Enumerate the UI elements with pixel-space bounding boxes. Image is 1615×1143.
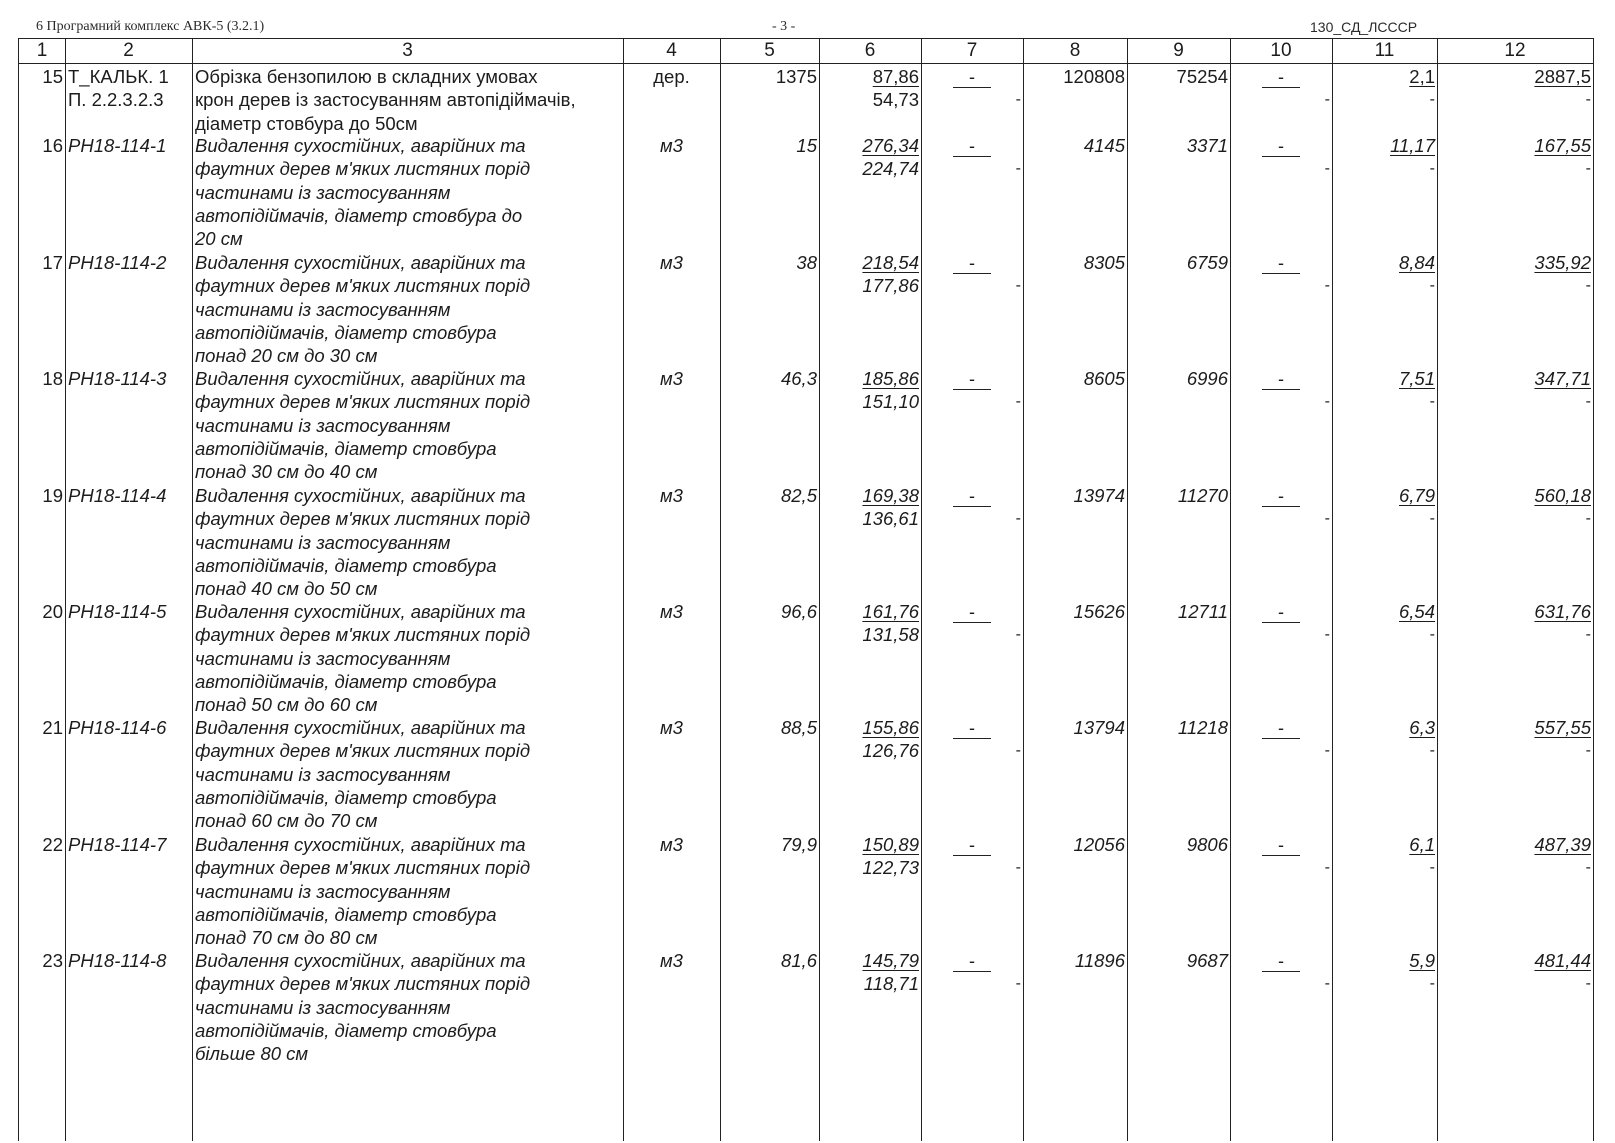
unit: м3 — [660, 717, 683, 738]
quantity: 1375 — [775, 66, 817, 87]
unit-cost-total: 276,34 — [862, 135, 919, 156]
work-description-line: Обрізка бензопилою в складних умовах — [195, 66, 538, 87]
col10-bottom-dash: - — [1324, 742, 1330, 760]
labor-total-bottom: - — [1585, 742, 1591, 760]
norm-code: Т_КАЛЬК. 1 — [68, 66, 169, 87]
labor-total: 631,76 — [1534, 601, 1591, 622]
unit-cost-wages: 126,76 — [862, 740, 919, 762]
labor-total-bottom: - — [1585, 277, 1591, 295]
labor-total: 560,18 — [1534, 485, 1591, 506]
unit-cost-total: 185,86 — [862, 368, 919, 389]
work-description-line: автопідіймачів, діаметр стовбура до — [195, 204, 523, 226]
work-description-line: понад 70 см до 80 см — [195, 927, 378, 949]
col10-dash: - — [1262, 253, 1300, 274]
labor-per-unit: 6,1 — [1409, 834, 1435, 855]
unit: м3 — [660, 601, 683, 622]
quantity: 79,9 — [780, 834, 817, 855]
unit: м3 — [660, 950, 683, 971]
norm-code: П. 2.2.3.2.3 — [68, 89, 164, 111]
total-cost: 8305 — [1083, 252, 1125, 273]
row-number: 20 — [42, 601, 63, 622]
col10-dash: - — [1262, 718, 1300, 739]
work-description-line: понад 30 см до 40 см — [195, 461, 378, 483]
labor-total-bottom: - — [1585, 859, 1591, 877]
labor-total-bottom: - — [1585, 975, 1591, 993]
unit-cost-wages: 136,61 — [862, 508, 919, 530]
column-number-5: 5 — [764, 40, 775, 61]
table-row — [19, 716, 1593, 832]
work-description-line: фаутних дерев м'яких листяних порід — [195, 275, 531, 297]
col7-value — [921, 134, 1023, 158]
work-description-line: фаутних дерев м'яких листяних порід — [195, 508, 531, 530]
col10-bottom-dash: - — [1324, 510, 1330, 528]
column-divider — [1127, 39, 1128, 1141]
col7-bottom-dash: - — [1015, 160, 1021, 178]
column-divider — [1437, 39, 1438, 1141]
col7-dash: - — [953, 136, 991, 157]
header-left: 6 Програмний комплекс АВК-5 (3.2.1) — [36, 19, 265, 34]
work-description-line: фаутних дерев м'яких листяних порід — [195, 740, 531, 762]
work-description-line: понад 20 см до 30 см — [195, 345, 378, 367]
work-description-line: Видалення сухостійних, аварійних та — [195, 717, 526, 738]
labor-total: 481,44 — [1534, 950, 1591, 971]
work-description-line: фаутних дерев м'яких листяних порід — [195, 624, 531, 646]
page-number: - 3 - — [772, 19, 796, 34]
work-description-line: автопідіймачів, діаметр стовбура — [195, 1019, 497, 1041]
work-description-line: крон дерев із застосуванням автопідіймачів, — [195, 89, 576, 111]
col7-bottom-dash: - — [1015, 91, 1021, 109]
column-number-12: 12 — [1504, 40, 1526, 61]
col10-value — [1230, 251, 1332, 275]
wages-cost: 3371 — [1186, 135, 1228, 156]
col10-dash: - — [1262, 835, 1300, 856]
col7-value — [921, 949, 1023, 973]
labor-per-unit-bottom: - — [1429, 91, 1435, 109]
unit-cost-total: 169,38 — [862, 485, 919, 506]
col10-value — [1230, 716, 1332, 740]
total-cost: 11896 — [1074, 950, 1125, 971]
col7-value — [921, 600, 1023, 624]
col7-value — [921, 484, 1023, 508]
total-cost: 15626 — [1073, 601, 1125, 622]
col7-value — [921, 833, 1023, 857]
labor-per-unit-bottom: - — [1429, 742, 1435, 760]
work-description-line: фаутних дерев м'яких листяних порід — [195, 391, 531, 413]
unit-cost-total: 161,76 — [862, 601, 919, 622]
unit: м3 — [660, 485, 683, 506]
wages-cost: 11270 — [1177, 485, 1228, 506]
norm-code: РН18-114-6 — [68, 717, 167, 738]
table-row — [19, 251, 1593, 367]
col7-bottom-dash: - — [1015, 393, 1021, 411]
work-description-line: фаутних дерев м'яких листяних порід — [195, 973, 531, 995]
column-divider — [1332, 39, 1333, 1141]
work-description-line: фаутних дерев м'яких листяних порід — [195, 857, 531, 879]
wages-cost: 9806 — [1186, 834, 1228, 855]
unit-cost-total: 155,86 — [862, 717, 919, 738]
unit: дер. — [653, 66, 690, 87]
col10-dash: - — [1262, 136, 1300, 157]
column-number-7: 7 — [966, 40, 978, 61]
quantity: 96,6 — [780, 601, 817, 622]
labor-per-unit-bottom: - — [1429, 277, 1435, 295]
work-description-line: автопідіймачів, діаметр стовбура — [195, 437, 497, 459]
col10-dash: - — [1262, 602, 1300, 623]
col10-dash: - — [1262, 951, 1300, 972]
col10-dash: - — [1262, 486, 1300, 507]
row-number: 23 — [42, 950, 63, 971]
labor-per-unit-bottom: - — [1429, 160, 1435, 178]
row-number: 22 — [42, 834, 63, 855]
col7-value — [921, 65, 1023, 89]
labor-per-unit-bottom: - — [1429, 975, 1435, 993]
column-divider — [192, 39, 193, 1141]
unit-cost-wages: 131,58 — [862, 624, 919, 646]
quantity: 88,5 — [780, 717, 817, 738]
estimate-table — [18, 38, 1594, 1141]
column-number-11: 11 — [1374, 40, 1395, 61]
column-number-row — [19, 39, 1593, 64]
work-description-line: частинами із застосуванням — [195, 996, 451, 1018]
unit-cost-total: 218,54 — [862, 252, 919, 273]
column-divider — [819, 39, 820, 1141]
work-description-line: Видалення сухостійних, аварійних та — [195, 834, 526, 855]
col10-bottom-dash: - — [1324, 975, 1330, 993]
work-description-line: частинами із застосуванням — [195, 414, 451, 436]
labor-per-unit: 5,9 — [1409, 950, 1435, 971]
col10-value — [1230, 600, 1332, 624]
col10-bottom-dash: - — [1324, 160, 1330, 178]
norm-code: РН18-114-2 — [68, 252, 167, 273]
col10-value — [1230, 367, 1332, 391]
row-number: 18 — [42, 368, 63, 389]
labor-per-unit: 8,84 — [1398, 252, 1435, 273]
norm-code: РН18-114-8 — [68, 950, 167, 971]
column-number-9: 9 — [1173, 40, 1184, 61]
labor-total-bottom: - — [1585, 393, 1591, 411]
labor-total: 2887,5 — [1534, 66, 1591, 87]
work-description-line: частинами із застосуванням — [195, 763, 451, 785]
work-description-line: понад 40 см до 50 см — [195, 578, 378, 600]
total-cost: 4145 — [1083, 135, 1125, 156]
column-divider — [921, 39, 922, 1141]
unit-cost-total: 150,89 — [862, 834, 919, 855]
column-number-4: 4 — [666, 40, 677, 61]
row-number: 21 — [42, 717, 63, 738]
col10-bottom-dash: - — [1324, 626, 1330, 644]
work-description-line: частинами із застосуванням — [195, 531, 451, 553]
column-number-8: 8 — [1069, 40, 1081, 61]
table-row — [19, 484, 1593, 600]
col7-dash: - — [953, 835, 991, 856]
work-description-line: частинами із застосуванням — [195, 181, 451, 203]
work-description-line: частинами із застосуванням — [195, 880, 451, 902]
col10-value — [1230, 949, 1332, 973]
work-description-line: автопідіймачів, діаметр стовбура — [195, 554, 497, 576]
unit-cost-wages: 151,10 — [862, 391, 919, 413]
unit-cost-total: 145,79 — [862, 950, 919, 971]
total-cost: 13794 — [1073, 717, 1125, 738]
header-right: 130_СД_ЛСССР — [1310, 19, 1418, 35]
labor-total: 487,39 — [1534, 834, 1591, 855]
column-divider — [1230, 39, 1231, 1141]
col10-dash: - — [1262, 67, 1300, 88]
labor-per-unit-bottom: - — [1429, 393, 1435, 411]
quantity: 38 — [796, 252, 817, 273]
col7-dash: - — [953, 602, 991, 623]
col10-bottom-dash: - — [1324, 859, 1330, 877]
total-cost: 8605 — [1083, 368, 1125, 389]
col7-bottom-dash: - — [1015, 742, 1021, 760]
col7-value — [921, 367, 1023, 391]
table-row — [19, 134, 1593, 250]
labor-total: 347,71 — [1534, 368, 1591, 389]
column-divider — [65, 39, 66, 1141]
work-description-line: частинами із застосуванням — [195, 298, 451, 320]
labor-total-bottom: - — [1585, 91, 1591, 109]
col10-bottom-dash: - — [1324, 393, 1330, 411]
labor-per-unit: 11,17 — [1390, 135, 1435, 156]
wages-cost: 9687 — [1186, 950, 1228, 971]
wages-cost: 6996 — [1186, 368, 1228, 389]
row-number: 16 — [42, 135, 63, 156]
work-description-line: Видалення сухостійних, аварійних та — [195, 368, 526, 389]
work-description-line: більше 80 см — [195, 1043, 309, 1065]
total-cost: 120808 — [1063, 66, 1125, 87]
row-number: 19 — [42, 485, 63, 506]
col7-dash: - — [953, 718, 991, 739]
total-cost: 12056 — [1073, 834, 1125, 855]
quantity: 81,6 — [780, 950, 817, 971]
col10-bottom-dash: - — [1324, 277, 1330, 295]
norm-code: РН18-114-4 — [68, 485, 167, 506]
work-description-line: Видалення сухостійних, аварійних та — [195, 135, 526, 156]
labor-total: 557,55 — [1534, 717, 1591, 738]
work-description-line: автопідіймачів, діаметр стовбура — [195, 321, 497, 343]
table-row — [19, 367, 1593, 483]
row-number: 15 — [42, 66, 63, 87]
table-row — [19, 949, 1593, 1065]
norm-code: РН18-114-7 — [68, 834, 167, 855]
work-description-line: понад 50 см до 60 см — [195, 694, 378, 716]
column-divider — [623, 39, 624, 1141]
labor-total: 335,92 — [1534, 252, 1591, 273]
col7-dash: - — [953, 486, 991, 507]
col10-bottom-dash: - — [1324, 91, 1330, 109]
labor-per-unit-bottom: - — [1429, 626, 1435, 644]
labor-per-unit-bottom: - — [1429, 510, 1435, 528]
norm-code: РН18-114-3 — [68, 368, 167, 389]
unit: м3 — [660, 368, 683, 389]
wages-cost: 6759 — [1186, 252, 1228, 273]
labor-total-bottom: - — [1585, 160, 1591, 178]
unit-cost-wages: 177,86 — [862, 275, 919, 297]
table-row — [19, 833, 1593, 949]
unit: м3 — [660, 834, 683, 855]
col7-value — [921, 716, 1023, 740]
unit: м3 — [660, 135, 683, 156]
work-description-line: автопідіймачів, діаметр стовбура — [195, 670, 497, 692]
total-cost: 13974 — [1073, 485, 1125, 506]
wages-cost: 75254 — [1176, 66, 1228, 87]
norm-code: РН18-114-1 — [68, 135, 167, 156]
col7-dash: - — [953, 67, 991, 88]
column-number-1: 1 — [36, 40, 48, 61]
unit: м3 — [660, 252, 683, 273]
labor-per-unit: 6,3 — [1409, 717, 1435, 738]
col7-value — [921, 251, 1023, 275]
quantity: 82,5 — [780, 485, 817, 506]
column-number-2: 2 — [123, 40, 134, 61]
work-description-line: Видалення сухостійних, аварійних та — [195, 485, 526, 506]
work-description-line: Видалення сухостійних, аварійних та — [195, 601, 526, 622]
col7-bottom-dash: - — [1015, 859, 1021, 877]
unit-cost-total: 87,86 — [872, 66, 919, 87]
column-divider — [1023, 39, 1024, 1141]
col10-value — [1230, 484, 1332, 508]
work-description-line: фаутних дерев м'яких листяних порід — [195, 158, 531, 180]
row-number: 17 — [42, 252, 63, 273]
col7-dash: - — [953, 951, 991, 972]
col7-bottom-dash: - — [1015, 510, 1021, 528]
work-description-line: автопідіймачів, діаметр стовбура — [195, 903, 497, 925]
work-description-line: діаметр стовбура до 50см — [195, 112, 418, 134]
work-description-line: Видалення сухостійних, аварійних та — [195, 252, 526, 273]
work-description-line: автопідіймачів, діаметр стовбура — [195, 786, 497, 808]
quantity: 46,3 — [780, 368, 817, 389]
labor-total-bottom: - — [1585, 626, 1591, 644]
labor-per-unit: 2,1 — [1409, 66, 1435, 87]
labor-total-bottom: - — [1585, 510, 1591, 528]
col10-value — [1230, 65, 1332, 89]
col7-bottom-dash: - — [1015, 277, 1021, 295]
unit-cost-wages: 224,74 — [862, 158, 919, 180]
work-description-line: понад 60 см до 70 см — [195, 810, 378, 832]
work-description-line: 20 см — [195, 228, 243, 250]
col10-value — [1230, 134, 1332, 158]
labor-total: 167,55 — [1534, 135, 1591, 156]
col10-value — [1230, 833, 1332, 857]
column-divider — [720, 39, 721, 1141]
unit-cost-wages: 122,73 — [862, 857, 919, 879]
work-description-line: частинами із застосуванням — [195, 647, 451, 669]
column-number-6: 6 — [864, 40, 876, 61]
column-number-3: 3 — [402, 40, 413, 61]
unit-cost-wages: 118,71 — [863, 973, 919, 995]
col10-dash: - — [1262, 369, 1300, 390]
labor-per-unit-bottom: - — [1429, 859, 1435, 877]
work-description-line: Видалення сухостійних, аварійних та — [195, 950, 526, 971]
column-number-10: 10 — [1270, 40, 1292, 61]
quantity: 15 — [796, 135, 817, 156]
labor-per-unit: 7,51 — [1398, 368, 1435, 389]
col7-dash: - — [953, 253, 991, 274]
col7-bottom-dash: - — [1015, 975, 1021, 993]
labor-per-unit: 6,79 — [1398, 485, 1435, 506]
unit-cost-wages: 54,73 — [872, 89, 919, 111]
norm-code: РН18-114-5 — [68, 601, 167, 622]
wages-cost: 11218 — [1177, 717, 1228, 738]
col7-dash: - — [953, 369, 991, 390]
col7-bottom-dash: - — [1015, 626, 1021, 644]
wages-cost: 12711 — [1177, 601, 1228, 622]
table-row — [19, 600, 1593, 716]
labor-per-unit: 6,54 — [1398, 601, 1435, 622]
